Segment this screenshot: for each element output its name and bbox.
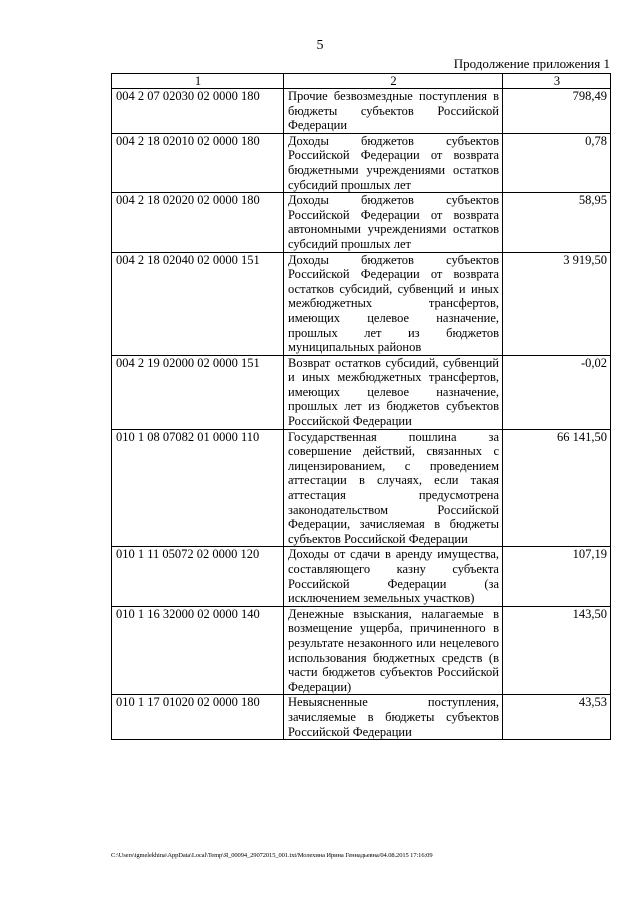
row-description: Доходы бюджетов субъектов Российской Федерации от возврата остатков субсидий, субвенций и иных межбюджетных трансфертов, имеющих целевое назначение, прошлых лет из бюджетов муниципальных районов [284,252,503,355]
footer-file-path: C:\Users\igmelekhina\AppData\Local\Temp\Я_00094_29072015_001.txt/Молехина Ирина Геннадьевна/04.08.2015 17:16:09 [111,852,433,859]
row-description: Государственная пошлина за совершение действий, связанных с лицензированием, с проведением аттестации в случаях, если такая аттестация предусмотрена законодательством Российской Федерации, зачисляемая в бюджеты субъектов Российской Федерации [284,429,503,547]
row-description: Доходы бюджетов субъектов Российской Федерации от возврата автономными учреждениями остатков субсидий прошлых лет [284,193,503,252]
row-code: 010 1 16 32000 02 0000 140 [112,606,284,695]
table-row [112,89,611,134]
table-row [112,193,611,252]
row-code: 004 2 18 02020 02 0000 180 [112,193,284,252]
row-description: Доходы от сдачи в аренду имущества, составляющего казну субъекта Российской Федерации (за исключением земельных участков) [284,547,503,606]
table-row [112,606,611,695]
row-code: 004 2 07 02030 02 0000 180 [112,89,284,134]
table-row [112,252,611,355]
row-amount: -0,02 [503,355,611,429]
table-header-row [112,74,611,89]
revenue-table [111,73,611,740]
row-amount: 43,53 [503,695,611,740]
table-row [112,547,611,606]
table-row [112,429,611,547]
row-amount: 58,95 [503,193,611,252]
column-header-amount: 3 [503,74,611,89]
row-description: Возврат остатков субсидий, субвенций и иных межбюджетных трансфертов, имеющих целевое назначение, прошлых лет из бюджетов субъектов Российской Федерации [284,355,503,429]
table-row [112,695,611,740]
row-code: 004 2 18 02040 02 0000 151 [112,252,284,355]
row-description: Невыясненные поступления, зачисляемые в бюджеты субъектов Российской Федерации [284,695,503,740]
row-description: Прочие безвозмездные поступления в бюджеты субъектов Российской Федерации [284,89,503,134]
row-description: Доходы бюджетов субъектов Российской Федерации от возврата бюджетными учреждениями остатков субсидий прошлых лет [284,133,503,192]
row-amount: 798,49 [503,89,611,134]
row-amount: 66 141,50 [503,429,611,547]
row-code: 004 2 19 02000 02 0000 151 [112,355,284,429]
row-description: Денежные взыскания, налагаемые в возмещение ущерба, причиненного в результате незаконного или нецелевого использования бюджетных средств (в части бюджетов субъектов Российской Федерации) [284,606,503,695]
row-amount: 143,50 [503,606,611,695]
row-code: 010 1 08 07082 01 0000 110 [112,429,284,547]
table-row [112,133,611,192]
column-header-description: 2 [284,74,503,89]
row-code: 010 1 17 01020 02 0000 180 [112,695,284,740]
continuation-note: Продолжение приложения 1 [453,56,610,71]
row-amount: 0,78 [503,133,611,192]
row-code: 004 2 18 02010 02 0000 180 [112,133,284,192]
row-amount: 107,19 [503,547,611,606]
column-header-code: 1 [112,74,284,89]
page-number: 5 [316,38,324,53]
row-amount: 3 919,50 [503,252,611,355]
row-code: 010 1 11 05072 02 0000 120 [112,547,284,606]
table-row [112,355,611,429]
